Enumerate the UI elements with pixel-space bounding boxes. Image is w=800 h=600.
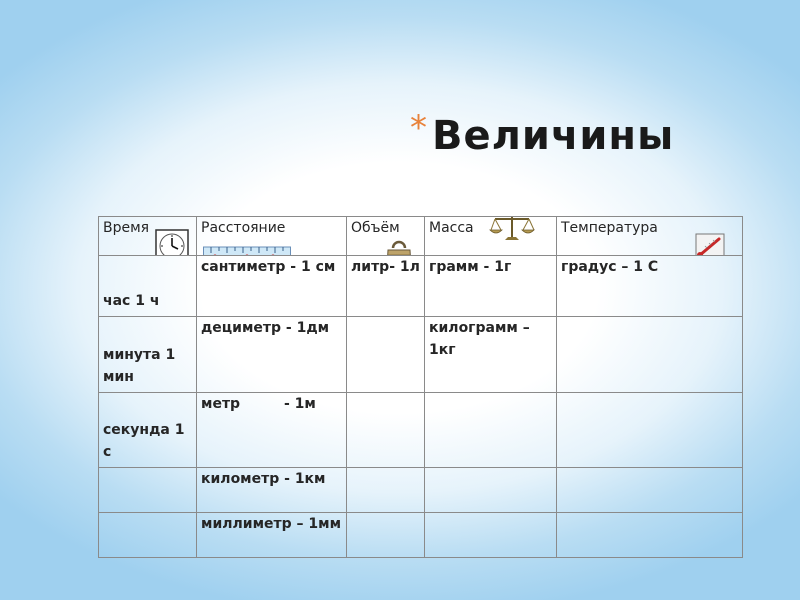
temperature-unit-degree: градус – 1 С: [561, 259, 659, 276]
distance-unit-cm: сантиметр - 1 см: [201, 259, 336, 276]
units-table: [98, 216, 743, 558]
time-unit-minute: минута 1 мин: [103, 346, 176, 385]
mass-cell: [425, 256, 557, 317]
temperature-cell: [557, 467, 743, 512]
mass-cell: [425, 512, 557, 557]
header-distance: [197, 217, 347, 256]
thermometer-icon: [695, 233, 725, 256]
time-cell: [99, 392, 197, 467]
temperature-cell: [557, 512, 743, 557]
header-volume: [347, 217, 425, 256]
temperature-cell: [557, 256, 743, 317]
volume-cell: [347, 467, 425, 512]
scales-icon: [489, 217, 535, 244]
mass-unit-gram: грамм - 1г: [429, 259, 512, 276]
distance-unit-km: километр - 1км: [201, 470, 326, 487]
header-time-label: Время: [103, 220, 150, 236]
table-row: [99, 392, 743, 467]
distance-unit-dm: дециметр - 1дм: [201, 320, 330, 337]
weight-icon: [385, 239, 413, 256]
slide-title: [410, 108, 674, 159]
time-unit-second: секунда 1 с: [103, 421, 185, 460]
volume-unit-liter: литр- 1л: [351, 259, 420, 276]
distance-cell: [197, 512, 347, 557]
time-cell: [99, 512, 197, 557]
header-volume-label: Объём: [351, 220, 400, 236]
volume-cell: [347, 392, 425, 467]
mass-cell: [425, 392, 557, 467]
temperature-cell: [557, 392, 743, 467]
distance-cell: [197, 467, 347, 512]
table-row: [99, 317, 743, 392]
table-header-row: [99, 217, 743, 256]
time-unit-hour: час 1 ч: [103, 293, 160, 310]
mass-cell: [425, 467, 557, 512]
distance-unit-mm: миллиметр – 1мм: [201, 515, 342, 532]
time-cell: [99, 317, 197, 392]
title-bullet: *: [410, 108, 428, 148]
distance-cell: [197, 256, 347, 317]
header-time: [99, 217, 197, 256]
header-mass: [425, 217, 557, 256]
distance-cell: [197, 317, 347, 392]
table-row: [99, 467, 743, 512]
volume-cell: [347, 256, 425, 317]
mass-unit-kilogram: килограмм – 1кг: [429, 320, 530, 359]
ruler-icon: [203, 245, 291, 256]
time-cell: [99, 256, 197, 317]
mass-cell: [425, 317, 557, 392]
header-mass-label: Масса: [429, 220, 474, 236]
header-temperature: [557, 217, 743, 256]
clock-icon: [155, 229, 189, 256]
temperature-cell: [557, 317, 743, 392]
title-text: Величины: [432, 113, 675, 159]
volume-cell: [347, 317, 425, 392]
header-distance-label: Расстояние: [201, 220, 286, 236]
table-row: [99, 512, 743, 557]
distance-unit-meter: метр - 1м: [201, 395, 316, 412]
table-row: [99, 256, 743, 317]
volume-cell: [347, 512, 425, 557]
header-temperature-label: Температура: [561, 220, 658, 236]
time-cell: [99, 467, 197, 512]
distance-cell: [197, 392, 347, 467]
